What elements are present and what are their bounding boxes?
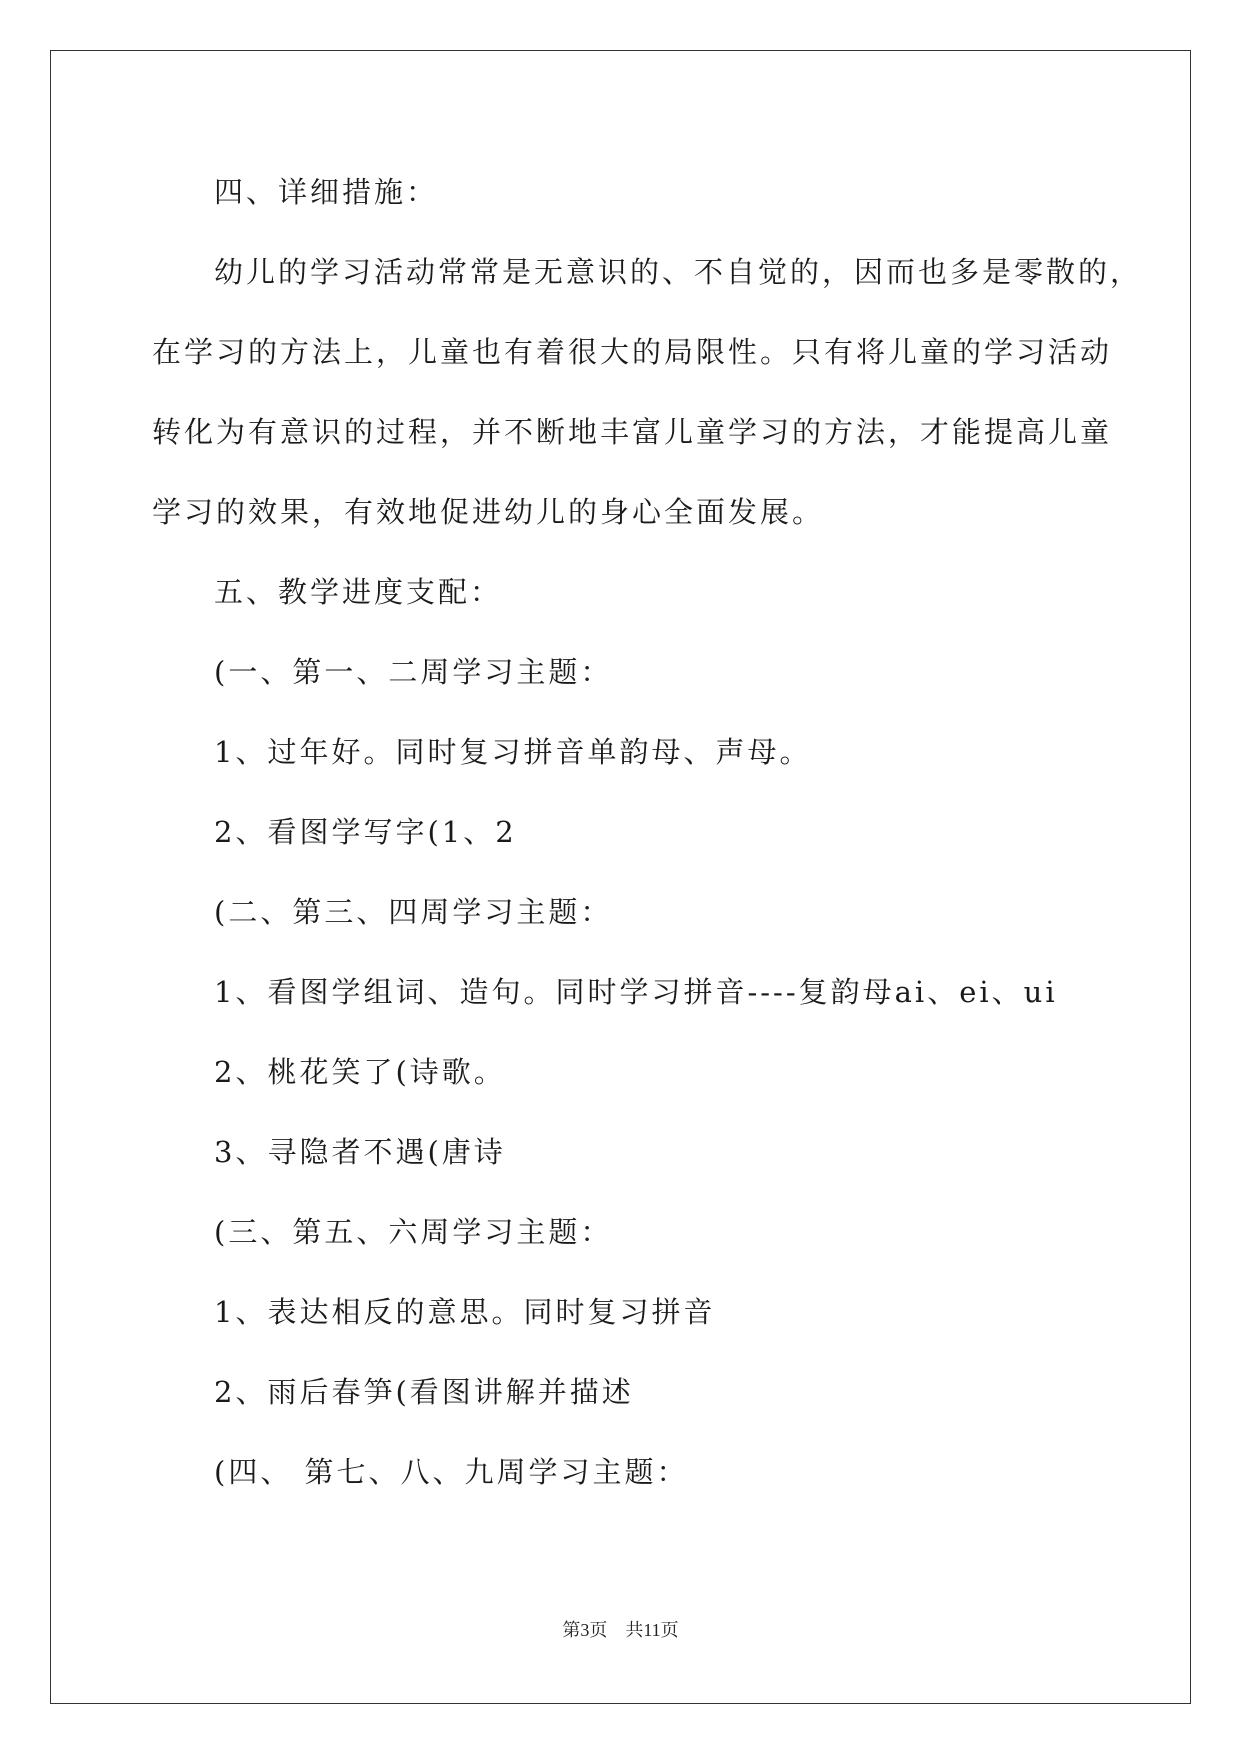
- text-line: 1、过年好。同时复习拼音单韵母、声母。: [214, 735, 812, 769]
- text-line: 2、桃花笑了(诗歌。: [214, 1055, 506, 1089]
- text-line: 四、详细措施：: [214, 175, 439, 209]
- text-line: 2、雨后春笋(看图讲解并描述: [214, 1375, 634, 1409]
- text-line: 3、寻隐者不遇(唐诗: [214, 1135, 506, 1169]
- text-line: 五、教学进度支配：: [214, 575, 503, 609]
- text-line: 1、表达相反的意思。同时复习拼音: [214, 1295, 716, 1329]
- text-line: 转化为有意识的过程，并不断地丰富儿童学习的方法，才能提高儿童: [152, 415, 1113, 449]
- text-line: (二、第三、四周学习主题：: [214, 895, 613, 929]
- text-line: (一、第一、二周学习主题：: [214, 655, 613, 689]
- text-line: 幼儿的学习活动常常是无意识的、不自觉的，因而也多是零散的，: [214, 255, 1143, 289]
- text-line: 1、看图学组词、造句。同时学习拼音----复韵母ai、ei、ui: [214, 975, 1058, 1009]
- text-line: (四、 第七、八、九周学习主题：: [214, 1455, 689, 1489]
- page-number-footer: 第3页 共11页: [562, 1620, 679, 1640]
- text-line: 学习的效果，有效地促进幼儿的身心全面发展。: [152, 495, 825, 529]
- text-line: (三、第五、六周学习主题：: [214, 1215, 613, 1249]
- text-line: 2、看图学写字(1、2: [214, 815, 517, 849]
- text-line: 在学习的方法上，儿童也有着很大的局限性。只有将儿童的学习活动: [152, 335, 1113, 369]
